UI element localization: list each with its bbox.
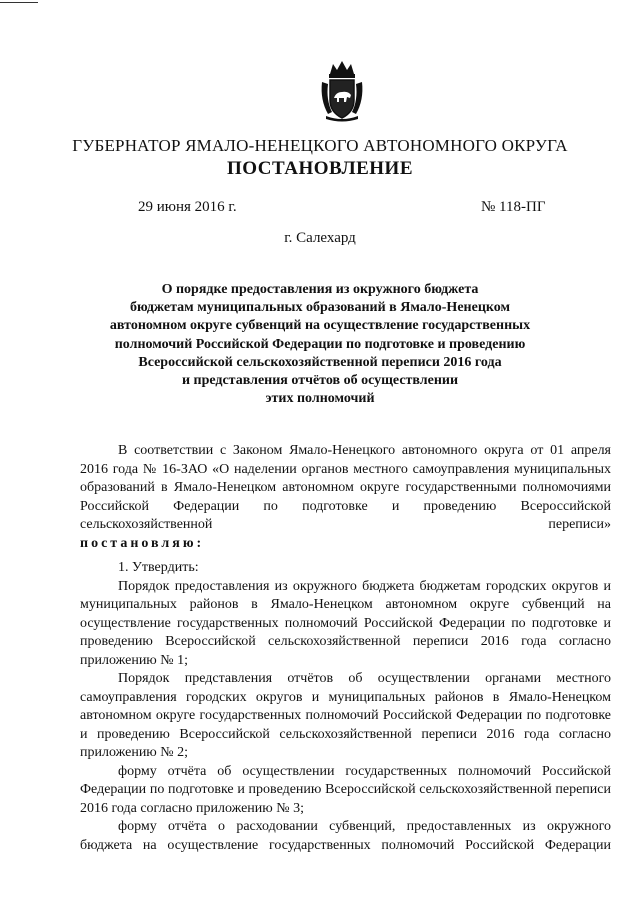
document-date: 29 июня 2016 г. <box>138 199 237 215</box>
heading-line: О порядке предоставления из окружного бюджета <box>161 282 479 297</box>
issuing-authority: ГУБЕРНАТОР ЯМАЛО-НЕНЕЦКОГО АВТОНОМНОГО ОКРУГА <box>72 136 568 155</box>
scan-edge-mark <box>0 2 38 3</box>
document-number: № 118-ПГ <box>481 199 546 215</box>
approved-item-paragraph: форму отчёта об осуществлении государственных полномочий Российской Федерации по подготовке и проведению Всероссийской сельскохозяйственной переписи 2016 года согласно приложению № 3; <box>80 763 611 816</box>
document-body <box>80 442 611 855</box>
heading-line: автономном округе субвенций на осуществление государственных <box>109 318 531 334</box>
heading-line: и представления отчётов об осуществлении <box>181 373 459 389</box>
heading-line: бюджетам муниципальных образований в Ямало-Ненецком <box>129 300 511 316</box>
heading-line: полномочий Российской Федерации по подготовке и проведению <box>114 336 526 352</box>
heading-line: Всероссийской сельскохозяйственной переписи 2016 года <box>138 354 502 370</box>
heading-line: этих полномочий <box>265 391 375 407</box>
issue-city: г. Салехард <box>284 230 356 246</box>
coat-of-arms-icon <box>318 60 366 122</box>
resolve-word: постановляю: <box>80 535 205 551</box>
document-heading <box>80 281 560 408</box>
document-type-title: ПОСТАНОВЛЕНИЕ <box>226 158 414 179</box>
approved-item-paragraph: Порядок предоставления из окружного бюджета бюджетам городских округов и муниципальных районов в Ямало-Ненецком автономном округе субвенций на осуществление государственных полномочий Российской Федерации по подготовке и проведению Всероссийской сельскохозяйственной переписи 2016 года согласно приложению № 1; <box>80 578 611 668</box>
item-1-heading: 1. Утвердить: <box>118 560 199 575</box>
approved-item-paragraph: Порядок представления отчётов об осуществлении органами местного самоуправления городских округов и муниципальных районов в Ямало-Ненецком автономном округе государственных полномочий Российской Федерации по подготовке и проведению Всероссийской сельскохозяйственной переписи 2016 года согласно приложению № 2; <box>80 671 611 760</box>
preamble-paragraph: В соответствии с Законом Ямало-Ненецкого автономного округа от 01 апреля 2016 года № 16-ЗАО «О наделении органов местного самоуправления муниципальных образований в Ямало-Ненецком автономном округе государственными полномочиями Российской Федерации по подготовке и проведению Всероссийской сельскохозяйственной переписи» <box>80 443 611 532</box>
approved-item-paragraph: форму отчёта о расходовании субвенций, предоставленных из окружного бюджета на осуществление государственных полномочий Российской Федерации <box>80 819 611 853</box>
